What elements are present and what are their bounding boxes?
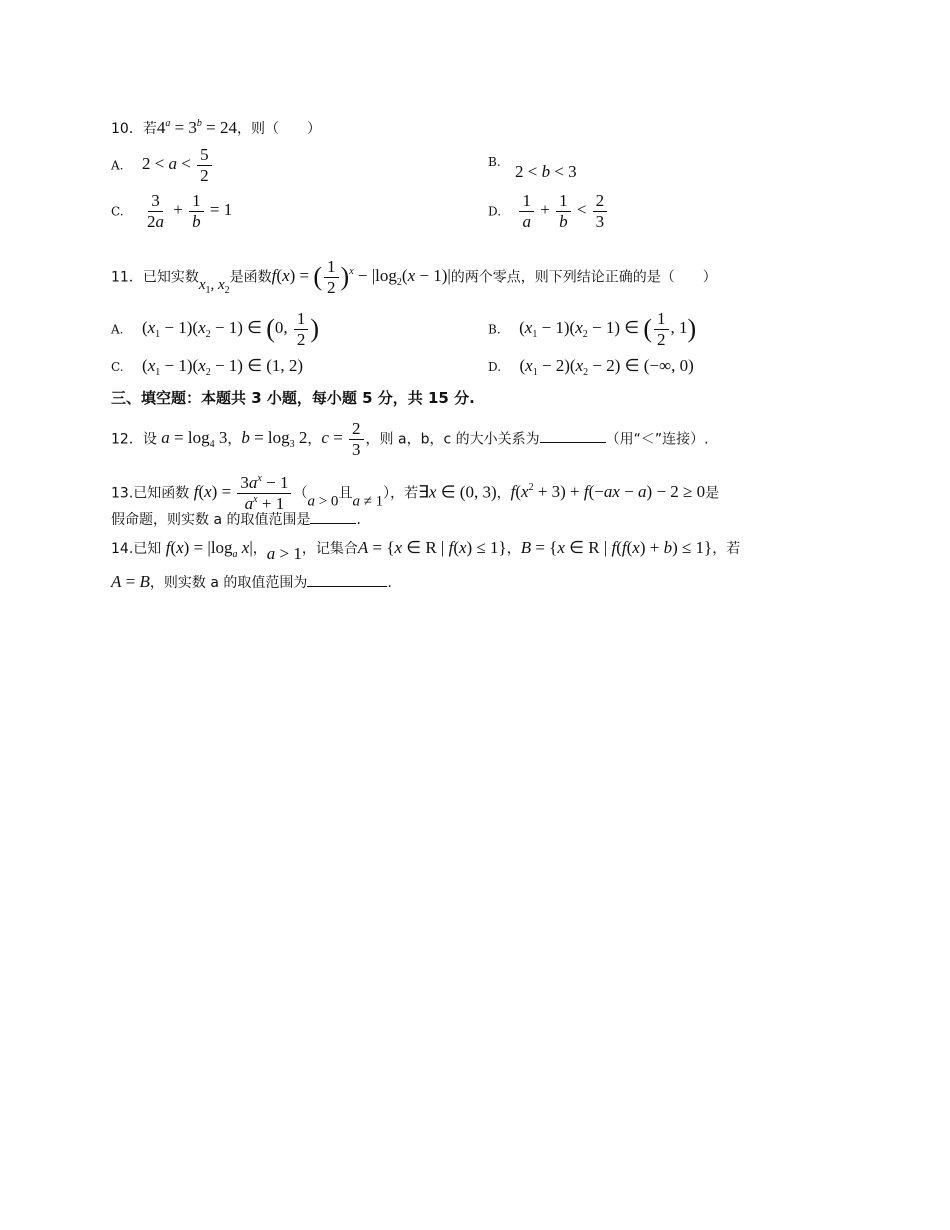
q10-number: 10．若: [111, 121, 157, 137]
q13-line2: [111, 510, 361, 530]
q11-mid: 是函数: [229, 269, 272, 286]
q11-option-a: [111, 310, 319, 349]
q13-stem: 13.已知函数 f(x) = $\frac{3a^x - 1}{a^x + 1}$ （a > 0且a ≠ 1），若∃x ∈ (0, 3)，$f(x^2 + 3) + f(-ax - a) - 2 \ge 0$是: [111, 473, 720, 513]
q14-function: $f(x) = |\log_a$ x|: [165, 538, 253, 560]
q14-eq: A = B: [111, 572, 150, 591]
q11-tail: 的两个零点，则下列结论正确的是（ ）: [450, 269, 717, 286]
q11-option-c: [111, 356, 303, 383]
q13-exists: ∃x ∈ (0, 3): [418, 482, 497, 502]
q11-a-label: A.: [111, 322, 124, 337]
q13-end: .: [356, 512, 361, 528]
q14-set-a: A = {x ∈ R | f(x) ≤ 1}: [357, 538, 507, 557]
q12-answer-blank[interactable]: [540, 441, 606, 443]
section-3-title: 三、填空题：本题共 3 小题，每小题 5 分，共 15 分.: [111, 389, 475, 407]
q10-b-label: B.: [488, 155, 501, 169]
q14-line2-text: ，则实数 a 的取值范围为: [149, 575, 308, 591]
q11-stem: [111, 258, 717, 301]
q13-is: 是: [705, 485, 720, 502]
q14-set-b: B = {x ∈ R | f(f(x) + b) ≤ 1}: [520, 538, 713, 557]
q10-option-d: [488, 192, 609, 231]
q12-hint: （用“＜”连接）.: [605, 431, 709, 448]
q10-a-label: A.: [111, 158, 124, 173]
q10-option-b: [488, 152, 501, 172]
q11-b-label: B.: [488, 322, 501, 337]
q12-stem: 12．设 $a = \log_4 3$，$b = \log_3 2$，c = $\frac{2}{3}$ ，则 a，b，c 的大小关系为 （用“＜”连接）.: [111, 419, 709, 459]
q14-stem: 14.已知 $f(x) = |\log_a$ x|，a > 1，记集合A = {x ∈ R | f(x) ≤ 1}，B = {x ∈ R | f(f(x) + b) ≤ 1}，若: [111, 538, 741, 563]
q11-c-label: C.: [111, 360, 124, 374]
q12-tail: ，则 a，b，c 的大小关系为: [365, 431, 540, 448]
q14-line2: [111, 572, 392, 593]
q14-if: ，若: [712, 541, 741, 557]
q10-stem: [111, 114, 321, 139]
q11-option-d: [488, 356, 694, 383]
q14-cond: a > 1: [266, 544, 302, 563]
q13-line2-text: 假命题，则实数 a 的取值范围是: [111, 512, 311, 528]
q13-inequality: $f(x^2 + 3) + f(-ax - a) - 2 \ge 0$: [510, 482, 706, 502]
q11-number: 11．已知实数: [111, 269, 199, 286]
q10-c-math: $\frac{3}{2a}$ + $\frac{1}{b}$ = 1: [147, 191, 233, 231]
q11-b-math: $(x_1 - 1)(x_2 - 1)$ ∈ ( $\frac{1}{2}$ , 1): [519, 309, 697, 349]
q10-d-math: $\frac{1}{a}$ + $\frac{1}{b}$ < $\frac{2}{3}$: [517, 200, 609, 219]
q10-option-c: [111, 192, 232, 231]
q10-option-a: [111, 146, 214, 185]
q13-cond2: a ≠ 1: [352, 493, 384, 510]
q14-mid: ，记集合: [301, 541, 358, 557]
q13-answer-blank[interactable]: [310, 522, 356, 524]
q11-d-label: D.: [488, 360, 502, 374]
q10-c-label: C.: [111, 204, 124, 219]
q10-a-math: 2 < a < $\frac{5}{2}$: [142, 154, 214, 173]
q12-b-expr: $b = \log_3 2$: [241, 428, 308, 451]
q13-function: f(x) = $\frac{3a^x - 1}{a^x + 1}$: [194, 482, 294, 501]
q11-function: f(x) = ( $\frac{1}{2}$ )$^x - |\log_2(x - 1)|$: [271, 257, 451, 297]
q10-condition: $4^a = 3^b = 24$: [156, 118, 238, 137]
q12-number: 12．设: [111, 431, 157, 448]
q14-number: 14.已知: [111, 541, 162, 557]
q13-cond-open: （: [293, 485, 308, 502]
q11-c-math: $(x_1 - 1)(x_2 - 1)$ ∈ (1, 2): [142, 356, 304, 378]
q13-cond1: a > 0: [307, 493, 339, 510]
q12-c-expr: c = $\frac{2}{3}$: [321, 428, 365, 447]
q13-number: 13.已知函数: [111, 485, 190, 502]
q10-option-b-math: 2 < b < 3: [515, 162, 577, 181]
q11-option-b: [488, 310, 696, 349]
q14-answer-blank[interactable]: [307, 585, 387, 587]
q13-cond-close: ），若: [383, 485, 419, 502]
q12-a-expr: $a = \log_4 3$: [161, 428, 228, 451]
q10-d-label: D.: [488, 204, 502, 219]
section-3-heading: [111, 388, 475, 409]
q14-end: .: [387, 575, 392, 591]
q10-tail: ，则（ ）: [237, 121, 322, 137]
q11-a-math: $(x_1 - 1)(x_2 - 1)$ ∈ (0, $\frac{1}{2}$ ): [141, 309, 320, 349]
q11-vars: $x_1$, $x_2$: [198, 277, 230, 297]
q13-cond-and: 且: [338, 485, 353, 502]
q11-d-math: $(x_1 - 2)(x_2 - 2)$ ∈ (−∞, 0): [519, 356, 694, 378]
